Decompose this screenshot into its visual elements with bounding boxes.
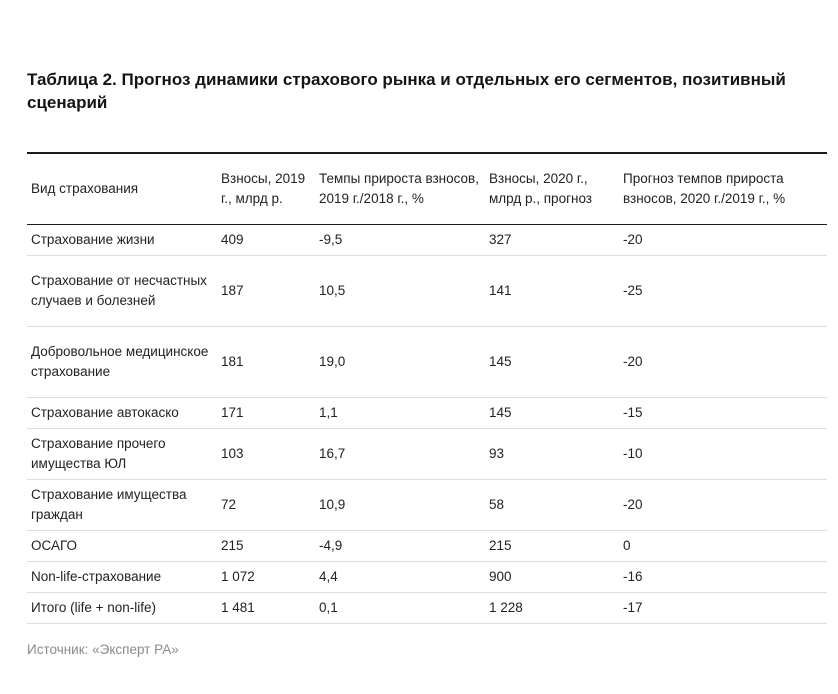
table-row	[27, 480, 827, 531]
header-premiums-2019: Взносы, 2019 г., млрд р.	[221, 171, 306, 206]
cell-premiums-2020: 141	[489, 283, 512, 298]
cell-premiums-2019: 181	[221, 354, 244, 369]
forecast-table-container	[27, 152, 827, 624]
table-header	[27, 153, 827, 225]
table-row	[27, 593, 827, 624]
cell-premiums-2019: 187	[221, 283, 244, 298]
cell-premiums-2020: 327	[489, 232, 512, 247]
cell-insurance-type: Non-life-страхование	[31, 569, 162, 584]
cell-growth-2019: 10,9	[319, 497, 346, 512]
cell-premiums-2020: 58	[489, 497, 505, 512]
cell-insurance-type: Страхование от несчастных случаев и болезней	[31, 273, 207, 308]
cell-premiums-2019: 409	[221, 232, 244, 247]
table-row	[27, 531, 827, 562]
table-row	[27, 256, 827, 327]
cell-premiums-2019: 171	[221, 405, 244, 420]
cell-growth-2019: 0,1	[319, 600, 338, 615]
cell-insurance-type: Страхование жизни	[31, 232, 155, 247]
cell-premiums-2020: 215	[489, 538, 512, 553]
cell-premiums-2020: 93	[489, 446, 505, 461]
cell-insurance-type: Итого (life + non-life)	[31, 600, 157, 615]
table-row	[27, 398, 827, 429]
cell-insurance-type: Добровольное медицинское страхование	[31, 344, 209, 379]
cell-premiums-2019: 72	[221, 497, 237, 512]
cell-growth-forecast-2020: -25	[623, 283, 643, 298]
cell-growth-forecast-2020: -20	[623, 232, 643, 247]
cell-growth-forecast-2020: -15	[623, 405, 643, 420]
cell-premiums-2019: 1 072	[221, 569, 255, 584]
cell-growth-2019: 19,0	[319, 354, 346, 369]
table-title: Таблица 2. Прогноз динамики страхового рынка и отдельных его сегментов, позитивный сценарий	[27, 70, 786, 112]
header-insurance-type: Вид страхования	[31, 181, 139, 196]
header-row	[27, 153, 827, 225]
cell-premiums-2020: 145	[489, 354, 512, 369]
cell-growth-2019: -9,5	[319, 232, 343, 247]
cell-insurance-type: Страхование имущества граждан	[31, 487, 187, 522]
table-body	[27, 225, 827, 624]
cell-premiums-2019: 215	[221, 538, 244, 553]
cell-growth-forecast-2020: -10	[623, 446, 643, 461]
cell-premiums-2019: 1 481	[221, 600, 255, 615]
cell-growth-forecast-2020: -17	[623, 600, 643, 615]
table-row	[27, 562, 827, 593]
cell-insurance-type: ОСАГО	[31, 538, 78, 553]
cell-growth-2019: 4,4	[319, 569, 338, 584]
cell-insurance-type: Страхование прочего имущества ЮЛ	[31, 436, 166, 471]
cell-premiums-2020: 1 228	[489, 600, 523, 615]
cell-growth-2019: 10,5	[319, 283, 346, 298]
source-note: Источник: «Эксперт РА»	[27, 642, 179, 657]
cell-premiums-2019: 103	[221, 446, 244, 461]
table-row	[27, 429, 827, 480]
header-premiums-2020: Взносы, 2020 г., млрд р., прогноз	[489, 171, 592, 206]
cell-growth-2019: 16,7	[319, 446, 346, 461]
cell-growth-2019: 1,1	[319, 405, 338, 420]
cell-premiums-2020: 145	[489, 405, 512, 420]
cell-growth-2019: -4,9	[319, 538, 343, 553]
table-row	[27, 327, 827, 398]
cell-premiums-2020: 900	[489, 569, 512, 584]
cell-growth-forecast-2020: -16	[623, 569, 643, 584]
table-row	[27, 225, 827, 256]
header-growth-2019: Темпы прироста взносов, 2019 г./2018 г., %	[319, 171, 479, 206]
header-growth-forecast-2020: Прогноз темпов прироста взносов, 2020 г./2019 г., %	[623, 171, 786, 206]
cell-insurance-type: Страхование автокаско	[31, 405, 179, 420]
forecast-table	[27, 152, 827, 624]
cell-growth-forecast-2020: -20	[623, 354, 643, 369]
cell-growth-forecast-2020: 0	[623, 538, 631, 553]
cell-growth-forecast-2020: -20	[623, 497, 643, 512]
